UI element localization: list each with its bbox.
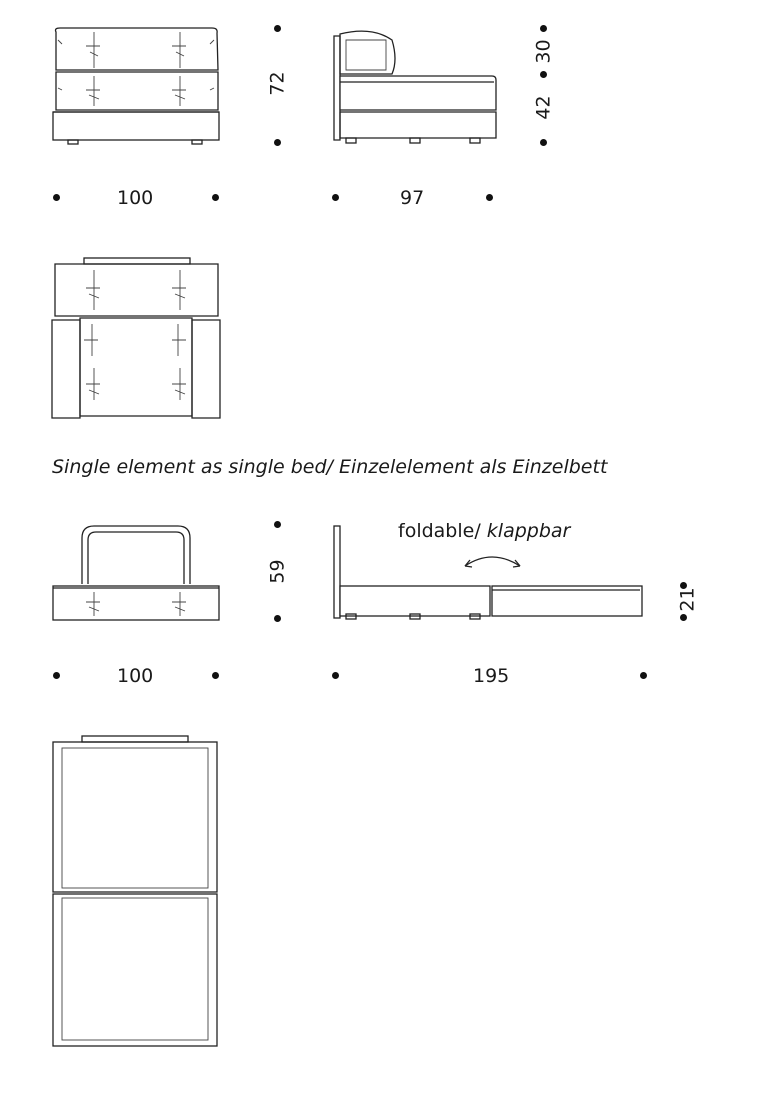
dimension-dot xyxy=(274,25,281,32)
bed-front-width-label: 100 xyxy=(117,665,154,687)
dimension-dot xyxy=(680,614,687,621)
dimension-dot xyxy=(540,71,547,78)
dimension-dot xyxy=(212,194,219,201)
bed-height-label: 21 xyxy=(676,587,699,612)
dimension-dot xyxy=(332,672,339,679)
dimension-dot xyxy=(212,672,219,679)
front-height-label: 72 xyxy=(266,71,289,96)
front-width-label: 100 xyxy=(117,187,154,209)
bed-front-height-label: 59 xyxy=(266,559,289,584)
dimension-dot xyxy=(640,672,647,679)
dimension-dot xyxy=(274,615,281,622)
dimension-dot xyxy=(274,139,281,146)
sofa-front-view xyxy=(53,28,219,144)
dimension-dot xyxy=(53,194,60,201)
bed-top-view xyxy=(53,736,217,1046)
bed-front-view xyxy=(53,526,219,620)
dimension-dot xyxy=(540,25,547,32)
side-depth-label: 97 xyxy=(400,187,425,209)
bed-length-label: 195 xyxy=(473,665,510,687)
dimension-dot xyxy=(486,194,493,201)
foldable-label-en: foldable/ xyxy=(398,520,481,542)
sofa-side-view xyxy=(334,31,496,143)
sofa-top-view xyxy=(52,258,220,418)
dimension-dot xyxy=(540,139,547,146)
dimension-dot xyxy=(332,194,339,201)
foldable-label xyxy=(398,520,570,542)
section-caption: Single element as single bed/ Einzelelement als Einzelbett xyxy=(52,456,608,478)
side-back-height-label: 30 xyxy=(532,39,555,64)
side-seat-height-label: 42 xyxy=(532,95,555,120)
foldable-label-de: klappbar xyxy=(486,520,571,542)
dimension-dot xyxy=(274,521,281,528)
dimension-dot xyxy=(53,672,60,679)
